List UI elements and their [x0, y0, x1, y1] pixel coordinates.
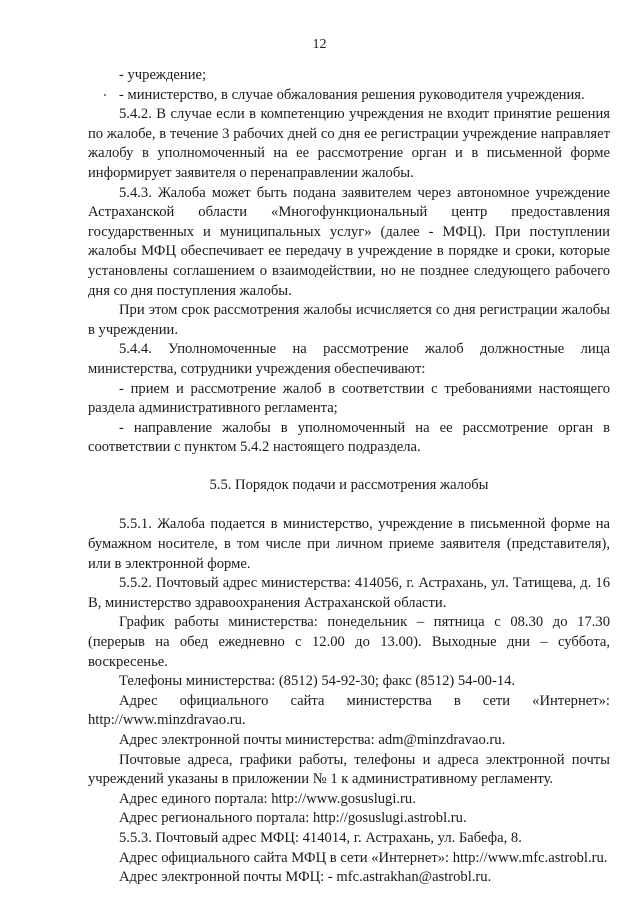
paragraph: 5.5.1. Жалоба подается в министерство, учреждение в письменной форме на бумажном носителе, в том числе при личном приеме заявителя (представителя), или в электронной форме.	[88, 516, 610, 572]
paragraph: Адрес официального сайта МФЦ в сети «Интернет»: http://www.mfc.astrobl.ru.	[119, 849, 608, 866]
paragraph: - направление жалобы в уполномоченный на ее рассмотрение орган в соответствии с пунктом 5.4.2 настоящего подраздела.	[88, 419, 610, 456]
paragraph: 5.4.3. Жалоба может быть подана заявителем через автономное учреждение Астраханской области «Многофункциональный центр предоставления государственных и муниципальных услуг» (далее - МФЦ). При поступлении жалобы МФЦ обеспечивает ее передачу в учреждение в порядке и сроки, которые установлены соглашением о взаимодействии, но не позднее следующего рабочего дня со дня поступления жалобы.	[88, 184, 610, 299]
paragraph: При этом срок рассмотрения жалобы исчисляется со дня регистрации жалобы в учреждении.	[88, 302, 610, 338]
paragraph: - прием и рассмотрение жалоб в соответствии с требованиями настоящего раздела административного регламента;	[88, 380, 610, 417]
paragraph: - министерство, в случае обжалования решения руководителя учреждения.	[119, 86, 585, 103]
paragraph: Адрес официального сайта министерства в сети «Интернет»: http://www.minzdravao.ru.	[88, 692, 610, 729]
document-body	[88, 66, 610, 888]
paragraph: Адрес регионального портала: http://gosuslugi.astrobl.ru.	[119, 810, 467, 827]
paragraph: Адрес электронной почты МФЦ: - mfc.astrakhan@astrobl.ru.	[119, 869, 492, 886]
paragraph: График работы министерства: понедельник – пятница с 08.30 до 17.30 (перерыв на обед ежедневно с 12.00 до 13.00). Выходные дни – суббота, воскресенье.	[88, 614, 610, 670]
paragraph: Телефоны министерства: (8512) 54-92-30; факс (8512) 54-00-14.	[119, 673, 516, 690]
paragraph: - учреждение;	[119, 67, 207, 83]
paragraph: 5.5.3. Почтовый адрес МФЦ: 414014, г. Астрахань, ул. Бабефа, 8.	[119, 829, 522, 846]
paragraph: 5.5.2. Почтовый адрес министерства: 414056, г. Астрахань, ул. Татищева, д. 16 В, министерство здравоохранения Астраханской области.	[88, 575, 610, 611]
paragraph: 5.4.2. В случае если в компетенцию учреждения не входит принятие решения по жалобе, в течение 3 рабочих дней со дня ее регистрации учреждение направляет жалобу в уполномоченный на ее рассмотрение орган и в письменной форме информирует заявителя о перенаправлении жалобы.	[88, 106, 610, 181]
paragraph: 5.4.4. Уполномоченные на рассмотрение жалоб должностные лица министерства, сотрудники учреждения обеспечивают:	[88, 341, 610, 377]
page-number: 12	[312, 37, 327, 52]
paragraph: Почтовые адреса, графики работы, телефоны и адреса электронной почты учреждений указаны в приложении № 1 к административному регламенту.	[88, 751, 610, 788]
paragraph: Адрес единого портала: http://www.gosuslugi.ru.	[119, 790, 416, 807]
paragraph: Адрес электронной почты министерства: adm@minzdravao.ru.	[119, 732, 506, 748]
section-heading: 5.5. Порядок подачи и рассмотрения жалобы	[209, 476, 489, 493]
